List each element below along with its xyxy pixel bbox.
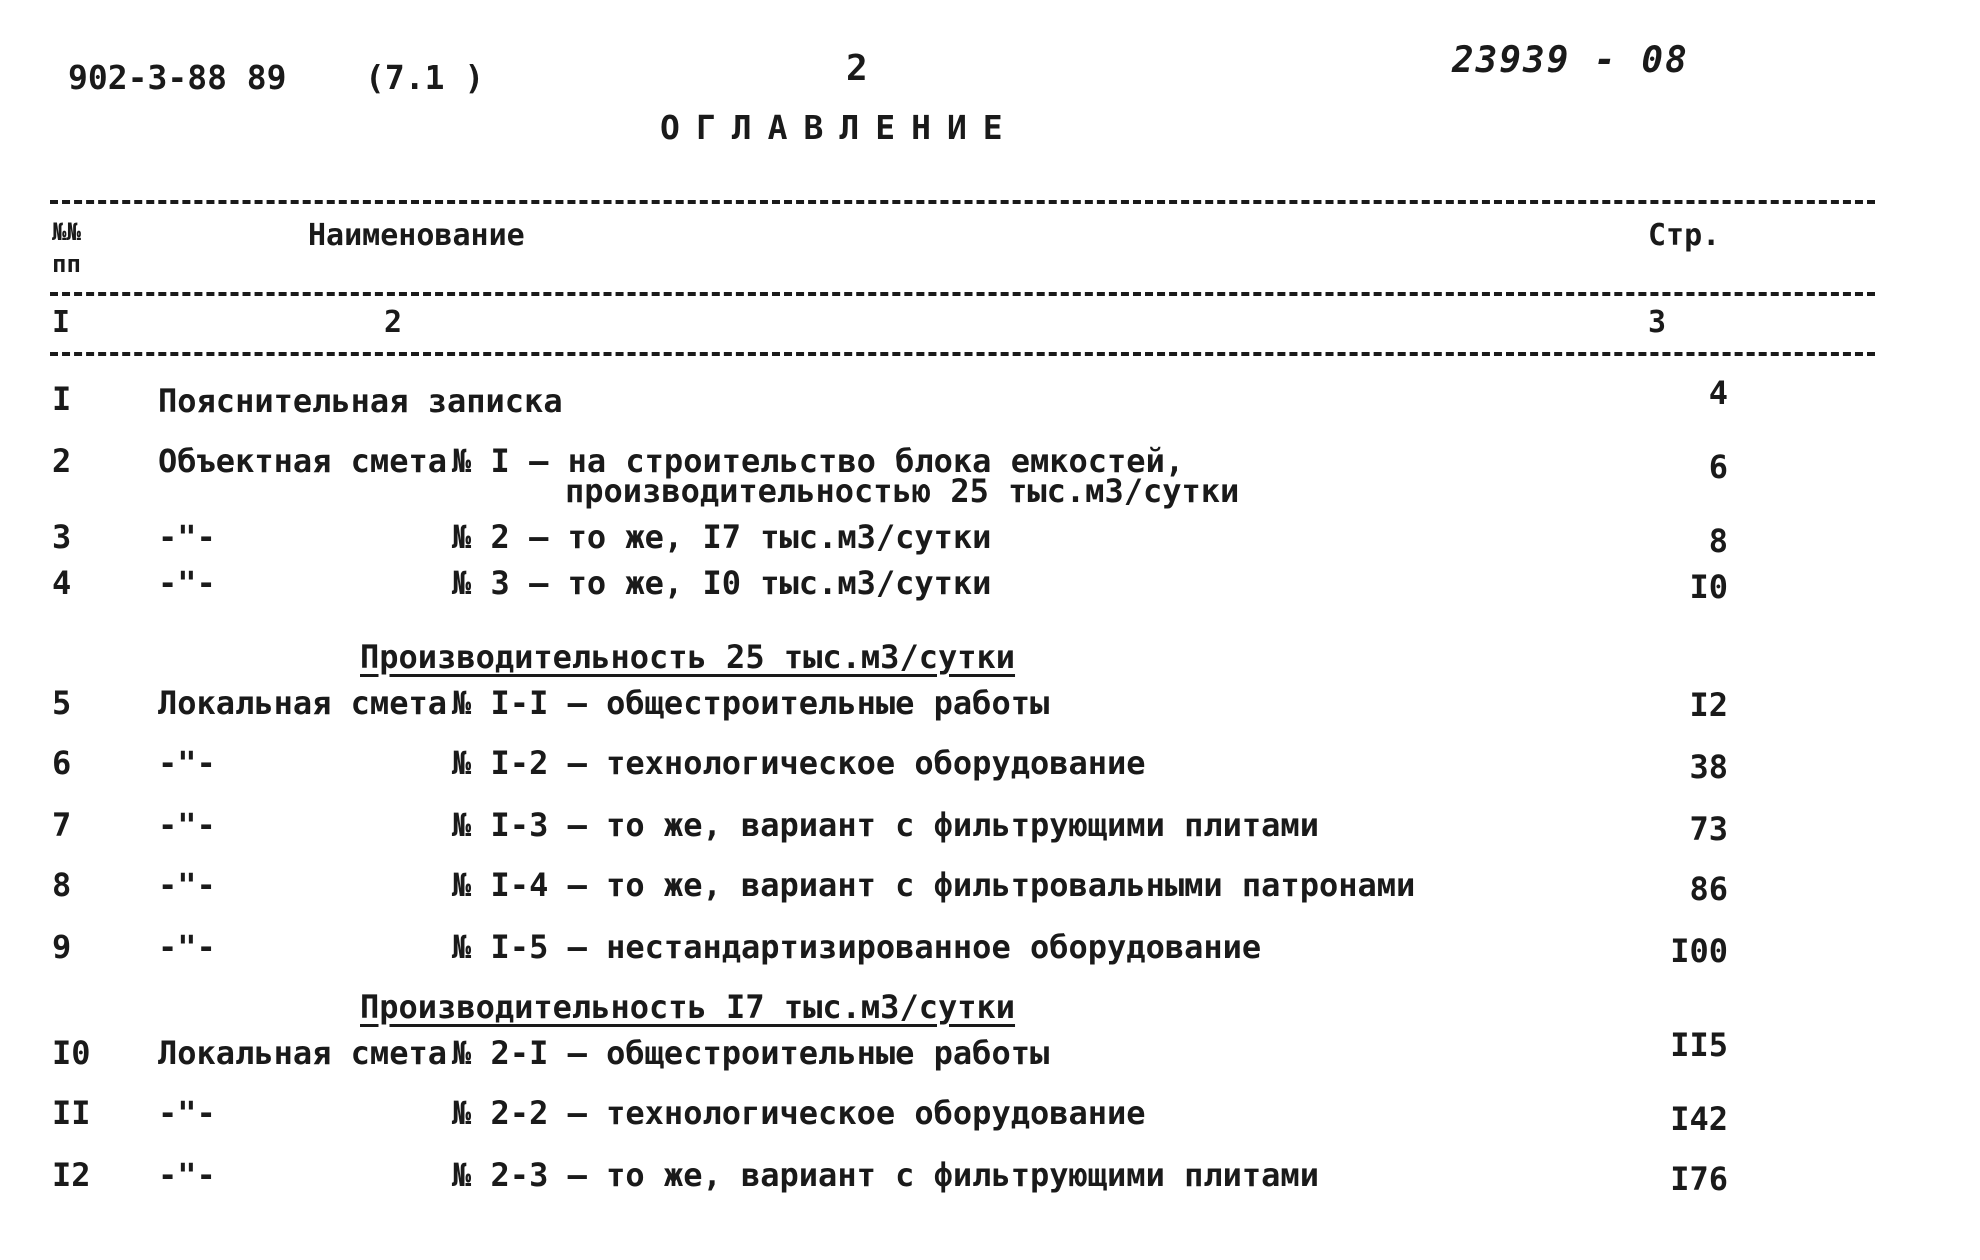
row-name: Пояснительная записка: [158, 382, 563, 420]
row-name: -"-: [158, 518, 216, 556]
row-item: № 3 – то же, I0 тыс.м3/сутки: [452, 564, 992, 602]
row-number: 6: [52, 744, 72, 782]
col-num-label: №№: [52, 218, 81, 246]
row-item: № 2-2 – технологическое оборудование: [452, 1094, 1146, 1132]
sheet-number: 23939 - 08: [1452, 40, 1689, 81]
row-item: № I – на строительство блока емкостей,: [452, 442, 1185, 480]
row-name: Локальная смета: [158, 1034, 447, 1072]
col-page-label: Стр.: [1648, 218, 1721, 253]
row-item: № I-I – общестроительные работы: [452, 684, 1050, 722]
section-heading: Производительность I7 тыс.м3/сутки: [360, 988, 1016, 1026]
row-item: № 2-I – общестроительные работы: [452, 1034, 1050, 1072]
row-number: 2: [52, 442, 72, 480]
row-name: Объектная смета: [158, 442, 447, 480]
row-number: I: [52, 380, 72, 418]
row-name: -"-: [158, 1156, 216, 1194]
row-page: 86: [1689, 870, 1728, 908]
row-item: № I-4 – то же, вариант с фильтровальными патронами: [452, 866, 1416, 904]
row-number: II: [52, 1094, 91, 1132]
row-number: 4: [52, 564, 72, 602]
document-code: 902-3-88 89: [68, 58, 287, 97]
row-page: 8: [1708, 522, 1728, 560]
row-item: № I-2 – технологическое оборудование: [452, 744, 1146, 782]
row-page: I0: [1689, 568, 1728, 606]
row-page: 38: [1689, 748, 1728, 786]
row-name: -"-: [158, 806, 216, 844]
row-page: I76: [1670, 1160, 1728, 1198]
col-index-2: 2: [384, 305, 403, 340]
divider-body: [50, 352, 1875, 356]
row-page: II5: [1670, 1026, 1728, 1064]
row-item: № I-5 – нестандартизированное оборудование: [452, 928, 1262, 966]
page-number: 2: [846, 48, 868, 89]
section-heading: Производительность 25 тыс.м3/сутки: [360, 638, 1016, 676]
row-page: I2: [1689, 686, 1728, 724]
row-number: 7: [52, 806, 72, 844]
row-page: I42: [1670, 1100, 1728, 1138]
row-name: -"-: [158, 744, 216, 782]
row-page: 4: [1708, 374, 1728, 412]
col-num-label-sub: пп: [52, 250, 81, 278]
row-item-line2: производительностью 25 тыс.м3/сутки: [565, 472, 1240, 510]
row-item: № 2 – то же, I7 тыс.м3/сутки: [452, 518, 992, 556]
row-number: 5: [52, 684, 72, 722]
row-name: -"-: [158, 564, 216, 602]
col-index-3: 3: [1648, 305, 1667, 340]
row-number: 3: [52, 518, 72, 556]
row-name: Локальная смета: [158, 684, 447, 722]
row-item: № 2-3 – то же, вариант с фильтрующими плитами: [452, 1156, 1319, 1194]
row-item: № I-3 – то же, вариант с фильтрующими плитами: [452, 806, 1319, 844]
row-number: I0: [52, 1034, 91, 1072]
row-number: I2: [52, 1156, 91, 1194]
section-code: (7.1 ): [365, 58, 485, 97]
row-page: I00: [1670, 932, 1728, 970]
row-number: 8: [52, 866, 72, 904]
row-name: -"-: [158, 928, 216, 966]
col-name-label: Наименование: [308, 218, 525, 253]
row-name: -"-: [158, 1094, 216, 1132]
row-page: 6: [1708, 448, 1728, 486]
divider-header: [50, 292, 1875, 296]
row-page: 73: [1689, 810, 1728, 848]
divider-top: [50, 200, 1875, 204]
col-index-1: I: [52, 305, 71, 340]
page-title: ОГЛАВЛЕНИЕ: [660, 108, 1019, 147]
row-number: 9: [52, 928, 72, 966]
row-name: -"-: [158, 866, 216, 904]
